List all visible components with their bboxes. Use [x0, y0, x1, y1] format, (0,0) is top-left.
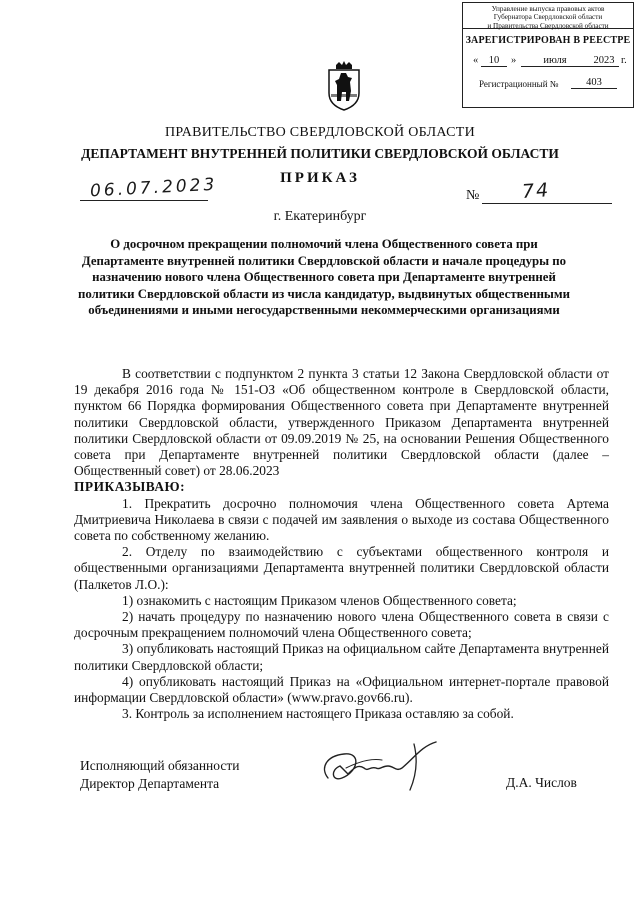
- stamp-header-line: Губернатора Свердловской области: [493, 13, 603, 22]
- registration-stamp: [462, 2, 634, 108]
- date-underline: [80, 200, 208, 201]
- stamp-title: ЗАРЕГИСТРИРОВАН В РЕЕСТРЕ: [465, 35, 631, 46]
- number-label: №: [466, 188, 480, 203]
- order-item-3: 3. Контроль за исполнением настоящего Приказа оставляю за собой.: [122, 706, 514, 722]
- signer-name: Д.А. Числов: [506, 775, 577, 790]
- order-word: ПРИКАЗЫВАЮ:: [74, 479, 186, 495]
- city: г. Екатеринбург: [273, 209, 367, 224]
- order-subitem-4: 4) опубликовать настоящий Приказ на «Официальном интернет-портале правовой информации Свердловской области» (www.pravo.gov66.ru).: [74, 673, 609, 706]
- order-item-2: 2. Отделу по взаимодействию с субъектами общественного контроля и общественными организациями Департамента внутренней политики Свердловской области (Палкетов Л.О.):: [74, 544, 609, 592]
- order-subitem-3: 3) опубликовать настоящий Приказ на официальном сайте Департамента внутренней политики Свердловской области;: [74, 641, 609, 673]
- stamp-registration: [463, 79, 633, 93]
- signer-position: [80, 757, 239, 793]
- stamp-header-line: Управление выпуска правовых актов: [491, 5, 605, 13]
- handwritten-signature: [318, 738, 448, 796]
- signer-position-line-1: Исполняющий обязанности: [80, 758, 240, 773]
- order-body: [74, 366, 609, 722]
- stamp-reg-label: Регистрационный №: [479, 79, 559, 89]
- handwritten-number: 74: [521, 179, 551, 203]
- stamp-quote-close: »: [511, 55, 517, 66]
- handwritten-date: 06.07.2023: [89, 174, 218, 202]
- order-subitem-2: 2) начать процедуру по назначению нового члена Общественного совета в связи с досрочным прекращением полномочий члена Общественного совета;: [74, 609, 609, 641]
- stamp-day: 10: [481, 55, 507, 67]
- signer-position-line-2: Директор Департамента: [80, 776, 220, 791]
- stamp-header-line: и Правительства Свердловской области: [487, 21, 609, 30]
- order-subitem-1: 1) ознакомить с настоящим Приказом членов Общественного совета;: [122, 592, 517, 608]
- order-subject: О досрочном прекращении полномочий члена Общественного совета при Департаменте внутренней политики Свердловской области и начале процедуры по назначению нового члена Общественного совета при Департаменте внутренней политики Свердловской области из числа кандидатур, выдвинутых общественными объединениями и иными негосударственными некоммерческими организациями: [77, 237, 571, 318]
- stamp-header: [463, 3, 633, 29]
- stamp-month: июля: [521, 55, 589, 67]
- stamp-reg-number: 403: [571, 77, 617, 89]
- preamble-paragraph: В соответствии с подпунктом 2 пункта 3 статьи 12 Закона Свердловской области от 19 декабря 2016 года № 151-ОЗ «Об общественном контроле в Свердловской области, пунктом 66 Порядка формирования Общественного совета при Департаменте внутренней политики Свердловской области, утвержденного Приказом Департамента внутренней политики Свердловской области от 09.09.2019 № 25, на основании Решения Общественного совета при Департаменте внутренней политики Свердловской области (далее – Общественный совет) от 28.06.2023: [74, 366, 609, 479]
- number-underline: [482, 203, 612, 204]
- order-item-1: 1. Прекратить досрочно полномочия члена Общественного совета Артема Дмитриевича Николаева в связи с подачей им заявления о выходе из состава Общественного совета по собственному желанию.: [74, 495, 609, 544]
- coat-of-arms-icon: [327, 61, 361, 111]
- department-name: ДЕПАРТАМЕНТ ВНУТРЕННЕЙ ПОЛИТИКИ СВЕРДЛОВСКОЙ ОБЛАСТИ: [81, 146, 559, 161]
- government-name: ПРАВИТЕЛЬСТВО СВЕРДЛОВСКОЙ ОБЛАСТИ: [164, 125, 476, 140]
- stamp-date: [463, 55, 633, 71]
- document-type: ПРИКАЗ: [280, 170, 360, 186]
- stamp-year-suffix: г.: [621, 55, 627, 66]
- stamp-quote-open: «: [473, 55, 479, 66]
- stamp-year: 2023: [589, 55, 619, 67]
